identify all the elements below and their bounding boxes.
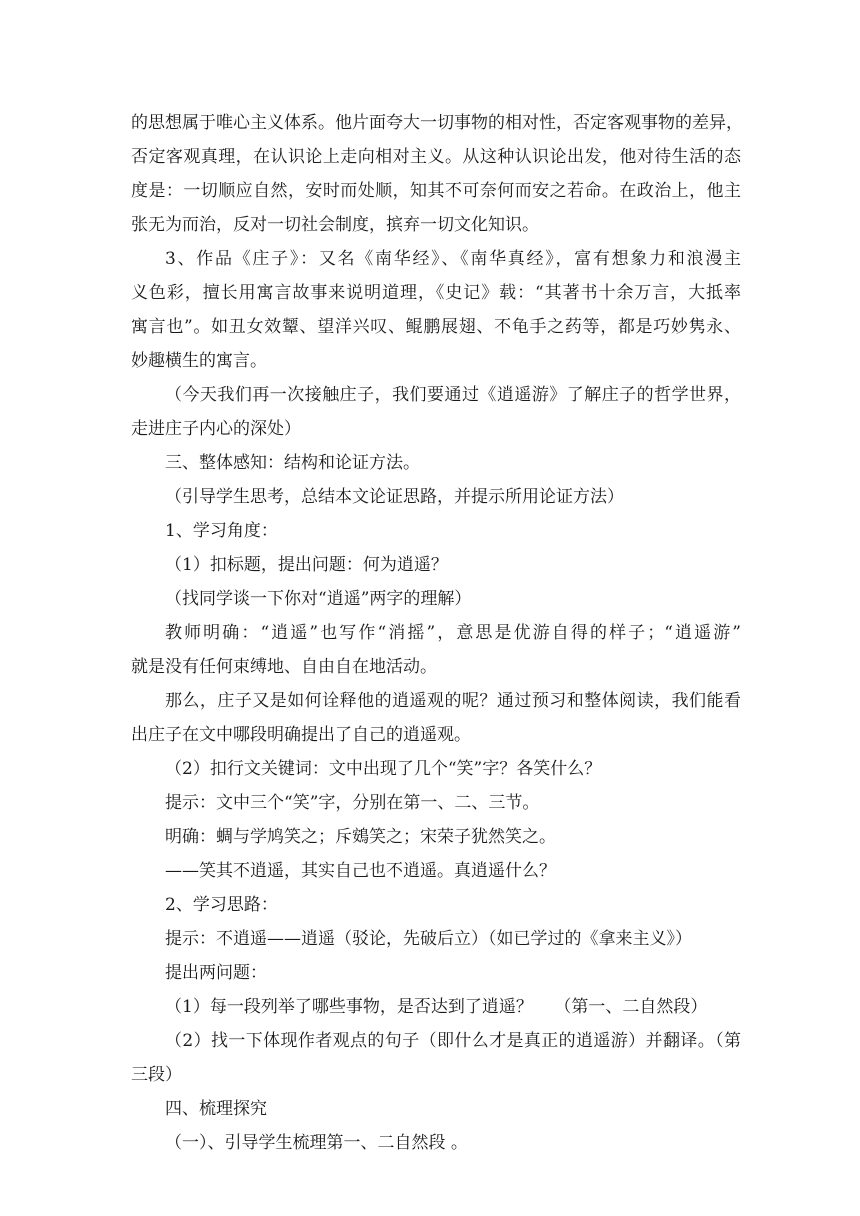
text-line-5: 3、作品《庄子》：又名《南华经》、《南华真经》，富有想象力和浪漫主 xyxy=(165,249,741,269)
text-line-24: 2、学习思路： xyxy=(165,895,278,915)
text-line-25: 提示：不逍遥——逍遥（驳论，先破后立）（如已学过的《拿来主义》） xyxy=(165,929,692,949)
text-line-8: 妙趣横生的寓言。 xyxy=(131,351,267,371)
text-line-26: 提出两问题： xyxy=(165,963,267,983)
text-line-13: 1、学习角度： xyxy=(165,521,278,541)
text-line-12: （引导学生思考，总结本文论证思路，并提示所用论证方法） xyxy=(165,487,624,507)
section-heading-3: 三、整体感知：结构和论证方法。 xyxy=(165,453,420,473)
text-line-15: （找同学谈一下你对“逍遥”两字的理解） xyxy=(165,589,472,609)
text-line-20: （2）扣行文关键词：文中出现了几个“笑”字？各笑什么？ xyxy=(165,759,602,779)
text-line-4: 张无为而治，反对一切社会制度，摈弃一切文化知识。 xyxy=(131,215,539,235)
text-line-7: 寓言也”。如丑女效颦、望洋兴叹、鲲鹏展翅、不龟手之药等，都是巧妙隽永、 xyxy=(131,317,741,337)
text-line-9: （今天我们再一次接触庄子，我们要通过《逍遥游》了解庄子的哲学世界， xyxy=(165,385,741,405)
text-line-29: 三段） xyxy=(131,1065,182,1085)
document-body xyxy=(131,106,741,1160)
text-line-14: （1）扣标题，提出问题：何为逍遥？ xyxy=(165,555,448,575)
text-line-10: 走进庄子内心的深处） xyxy=(131,419,301,439)
text-line-6: 义色彩，擅长用寓言故事来说明道理，《史记》载：“其著书十余万言，大抵率 xyxy=(131,283,741,303)
text-line-16: 教师明确：“逍遥”也写作“消摇”，意思是优游自得的样子；“逍遥游” xyxy=(165,623,741,643)
section-heading-4: 四、梳理探究 xyxy=(165,1099,267,1119)
text-line-18: 那么，庄子又是如何诠释他的逍遥观的呢？通过预习和整体阅读，我们能看 xyxy=(165,691,741,711)
text-line-3: 度是：一切顺应自然，安时而处顺，知其不可奈何而安之若命。在政治上，他主 xyxy=(131,181,741,201)
text-line-2: 否定客观真理，在认识论上走向相对主义。从这种认识论出发，他对待生活的态 xyxy=(131,147,741,167)
text-line-28: （2）找一下体现作者观点的句子（即什么才是真正的逍遥游）并翻译。（第 xyxy=(165,1031,741,1051)
text-line-27: （1）每一段列举了哪些事物，是否达到了逍遥？ （第一、二自然段） xyxy=(165,997,708,1017)
text-line-1: 的思想属于唯心主义体系。他片面夸大一切事物的相对性，否定客观事物的差异， xyxy=(131,113,743,133)
text-line-23: ——笑其不逍遥，其实自己也不逍遥。真逍遥什么？ xyxy=(165,861,556,881)
text-line-31: （一）、引导学生梳理第一、二自然段 。 xyxy=(165,1133,468,1153)
text-line-19: 出庄子在文中哪段明确提出了自己的逍遥观。 xyxy=(131,725,471,745)
text-line-21: 提示：文中三个“笑”字，分别在第一、二、三节。 xyxy=(165,793,540,813)
text-line-17: 就是没有任何束缚地、自由自在地活动。 xyxy=(131,657,437,677)
text-line-22: 明确：蜩与学鸠笑之；斥鴳笑之；宋荣子犹然笑之。 xyxy=(165,827,556,847)
